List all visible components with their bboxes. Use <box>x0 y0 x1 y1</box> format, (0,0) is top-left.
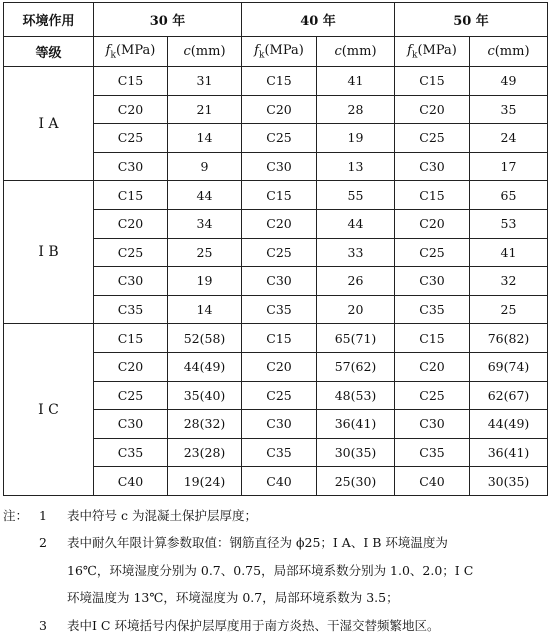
env-grade-cell: Ⅰ C <box>4 324 94 496</box>
cover-40-cell: 26 <box>317 267 395 296</box>
strength-40-cell: C40 <box>242 467 317 496</box>
cover-30-cell: 25 <box>168 238 242 267</box>
note-item <box>3 612 547 639</box>
cover-50-cell: 76(82) <box>470 324 548 353</box>
c-symbol: c <box>334 44 342 59</box>
strength-50-cell: C15 <box>395 324 470 353</box>
strength-50-cell: C35 <box>395 438 470 467</box>
cover-50-cell: 32 <box>470 267 548 296</box>
strength-50-cell: C20 <box>395 209 470 238</box>
cover-thickness-table-page <box>3 2 547 639</box>
note-text: 表中符号 c 为混凝土保护层厚度； <box>67 507 257 523</box>
cover-30-cell: 9 <box>168 152 242 181</box>
cover-30-cell: 35(40) <box>168 381 242 410</box>
strength-30-cell: C20 <box>94 95 168 124</box>
cover-40-cell: 19 <box>317 124 395 153</box>
cover-50-cell: 65 <box>470 181 548 210</box>
note-number: 3 <box>39 617 47 633</box>
env-grade-cell: Ⅰ A <box>4 67 94 181</box>
strength-50-cell: C25 <box>395 124 470 153</box>
strength-30-cell: C35 <box>94 295 168 324</box>
note-prefix <box>3 529 39 557</box>
cover-40-cell: 48(53) <box>317 381 395 410</box>
cover-40-cell: 44 <box>317 209 395 238</box>
c-header <box>168 37 242 67</box>
env-grade-cell: Ⅰ B <box>4 181 94 324</box>
table-body <box>4 67 548 496</box>
strength-50-cell: C25 <box>395 381 470 410</box>
c-unit: (mm) <box>494 44 530 59</box>
strength-30-cell: C35 <box>94 438 168 467</box>
fk-subscript: k <box>110 50 116 61</box>
note-text-continued: 环境温度为 13℃，环境湿度为 0.7，局部环境系数为 3.5； <box>67 590 399 606</box>
cover-50-cell: 24 <box>470 124 548 153</box>
c-header <box>317 37 395 67</box>
cover-30-cell: 31 <box>168 67 242 96</box>
strength-40-cell: C20 <box>242 352 317 381</box>
strength-50-cell: C25 <box>395 238 470 267</box>
strength-30-cell: C25 <box>94 238 168 267</box>
strength-50-cell: C20 <box>395 352 470 381</box>
table-row <box>4 324 548 353</box>
cover-40-cell: 65(71) <box>317 324 395 353</box>
cover-40-cell: 25(30) <box>317 467 395 496</box>
cover-50-cell: 62(67) <box>470 381 548 410</box>
period-header-30: 30 年 <box>94 3 242 37</box>
note-text: 表中Ⅰ C 环境括号内保护层厚度用于南方炎热、干湿交替频繁地区。 <box>67 617 440 633</box>
strength-50-cell: C30 <box>395 267 470 296</box>
c-unit: (mm) <box>341 44 377 59</box>
cover-40-cell: 41 <box>317 67 395 96</box>
cover-50-cell: 69(74) <box>470 352 548 381</box>
note-text-continued: 16℃，环境湿度分别为 0.7、0.75，局部环境系数分别为 1.0、2.0；Ⅰ C <box>67 562 474 578</box>
cover-30-cell: 44(49) <box>168 352 242 381</box>
note-number: 1 <box>39 507 47 523</box>
note-prefix <box>3 612 39 639</box>
note-prefix: 注： <box>3 507 29 523</box>
strength-40-cell: C30 <box>242 410 317 439</box>
cover-50-cell: 49 <box>470 67 548 96</box>
strength-30-cell: C30 <box>94 267 168 296</box>
cover-30-cell: 19(24) <box>168 467 242 496</box>
strength-40-cell: C30 <box>242 152 317 181</box>
cover-30-cell: 44 <box>168 181 242 210</box>
cover-30-cell: 14 <box>168 124 242 153</box>
cover-50-cell: 35 <box>470 95 548 124</box>
cover-40-cell: 36(41) <box>317 410 395 439</box>
cover-30-cell: 21 <box>168 95 242 124</box>
cover-30-cell: 23(28) <box>168 438 242 467</box>
strength-30-cell: C15 <box>94 67 168 96</box>
strength-40-cell: C15 <box>242 67 317 96</box>
table-notes <box>3 502 547 639</box>
cover-30-cell: 14 <box>168 295 242 324</box>
strength-50-cell: C35 <box>395 295 470 324</box>
strength-30-cell: C25 <box>94 381 168 410</box>
fk-subscript: k <box>258 50 265 61</box>
strength-40-cell: C25 <box>242 124 317 153</box>
env-grade-header <box>4 3 94 37</box>
fk-symbol: f <box>254 42 259 58</box>
cover-40-cell: 33 <box>317 238 395 267</box>
note-item <box>3 502 547 530</box>
strength-30-cell: C20 <box>94 209 168 238</box>
strength-30-cell: C25 <box>94 124 168 153</box>
c-symbol: c <box>183 44 191 59</box>
strength-50-cell: C30 <box>395 410 470 439</box>
fk-header <box>94 37 168 67</box>
note-item <box>3 529 547 557</box>
fk-symbol: f <box>407 42 412 58</box>
strength-50-cell: C15 <box>395 181 470 210</box>
strength-30-cell: C30 <box>94 410 168 439</box>
table-row <box>4 67 548 96</box>
c-header <box>470 37 548 67</box>
cover-50-cell: 53 <box>470 209 548 238</box>
table-header <box>4 3 548 67</box>
cover-40-cell: 57(62) <box>317 352 395 381</box>
cover-50-cell: 30(35) <box>470 467 548 496</box>
strength-40-cell: C35 <box>242 295 317 324</box>
cover-30-cell: 28(32) <box>168 410 242 439</box>
fk-unit: (MPa) <box>417 42 457 58</box>
fk-unit: (MPa) <box>115 42 156 58</box>
c-symbol: c <box>487 44 495 59</box>
strength-30-cell: C30 <box>94 152 168 181</box>
cover-30-cell: 19 <box>168 267 242 296</box>
fk-subscript: k <box>411 50 418 61</box>
note-text: 表中耐久年限计算参数取值：钢筋直径为 ϕ25；Ⅰ A、Ⅰ B 环境温度为 <box>67 535 448 551</box>
strength-30-cell: C15 <box>94 324 168 353</box>
strength-40-cell: C15 <box>242 324 317 353</box>
env-grade-header-line2: 等级 <box>4 37 94 67</box>
period-header-50: 50 年 <box>395 3 548 37</box>
strength-30-cell: C40 <box>94 467 168 496</box>
strength-40-cell: C25 <box>242 238 317 267</box>
strength-40-cell: C15 <box>242 181 317 210</box>
env-grade-header-line1: 环境作用 <box>22 14 75 29</box>
fk-header <box>395 37 470 67</box>
cover-30-cell: 52(58) <box>168 324 242 353</box>
cover-50-cell: 25 <box>470 295 548 324</box>
cover-50-cell: 17 <box>470 152 548 181</box>
note-number: 2 <box>39 535 47 551</box>
fk-symbol: f <box>105 42 111 58</box>
cover-40-cell: 30(35) <box>317 438 395 467</box>
cover-50-cell: 44(49) <box>470 410 548 439</box>
strength-50-cell: C20 <box>395 95 470 124</box>
period-header-40: 40 年 <box>242 3 395 37</box>
strength-40-cell: C35 <box>242 438 317 467</box>
strength-40-cell: C25 <box>242 381 317 410</box>
strength-50-cell: C30 <box>395 152 470 181</box>
strength-50-cell: C40 <box>395 467 470 496</box>
fk-unit: (MPa) <box>264 42 304 58</box>
cover-40-cell: 28 <box>317 95 395 124</box>
cover-thickness-table <box>3 2 548 496</box>
strength-40-cell: C30 <box>242 267 317 296</box>
fk-header <box>242 37 317 67</box>
strength-30-cell: C15 <box>94 181 168 210</box>
cover-50-cell: 36(41) <box>470 438 548 467</box>
cover-40-cell: 55 <box>317 181 395 210</box>
strength-40-cell: C20 <box>242 95 317 124</box>
strength-30-cell: C20 <box>94 352 168 381</box>
cover-40-cell: 13 <box>317 152 395 181</box>
strength-40-cell: C20 <box>242 209 317 238</box>
table-row <box>4 181 548 210</box>
c-unit: (mm) <box>190 44 226 59</box>
strength-50-cell: C15 <box>395 67 470 96</box>
cover-40-cell: 20 <box>317 295 395 324</box>
cover-30-cell: 34 <box>168 209 242 238</box>
cover-50-cell: 41 <box>470 238 548 267</box>
